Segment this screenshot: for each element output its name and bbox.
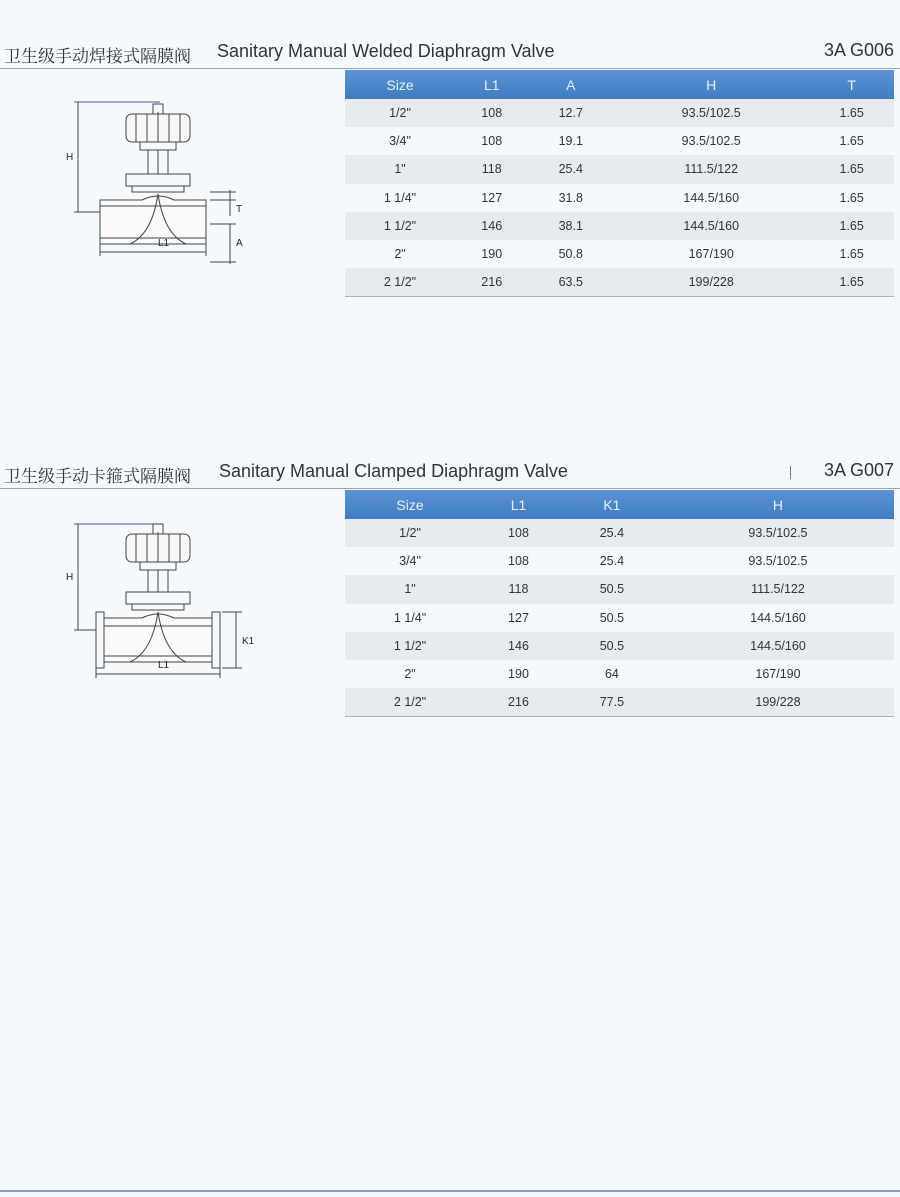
col-header-size: Size <box>345 70 455 99</box>
cell-size: 1 1/2" <box>345 632 475 660</box>
cell-t: 1.65 <box>809 268 894 297</box>
section-title-bar <box>0 456 900 489</box>
cell-size: 1" <box>345 155 455 183</box>
cell-l1: 127 <box>455 184 528 212</box>
table-row <box>345 660 894 688</box>
cell-size: 1 1/2" <box>345 212 455 240</box>
cell-size: 2 1/2" <box>345 688 475 717</box>
table-row <box>345 575 894 603</box>
cell-a: 25.4 <box>528 155 613 183</box>
dim-label-l1: L1 <box>158 660 170 671</box>
cell-size: 2" <box>345 660 475 688</box>
cell-h: 167/190 <box>613 240 809 268</box>
cell-k1: 25.4 <box>562 547 662 575</box>
dim-label-h: H <box>66 152 74 163</box>
footer-divider <box>0 1190 900 1192</box>
col-header-k1: K1 <box>562 490 662 519</box>
col-header-size: Size <box>345 490 475 519</box>
cell-k1: 50.5 <box>562 575 662 603</box>
cell-l1: 190 <box>455 240 528 268</box>
col-header-h: H <box>662 490 894 519</box>
cell-l1: 108 <box>475 547 562 575</box>
cell-a: 50.8 <box>528 240 613 268</box>
cell-size: 1/2" <box>345 99 455 127</box>
cell-size: 1" <box>345 575 475 603</box>
cell-h: 93.5/102.5 <box>662 547 894 575</box>
cell-size: 3/4" <box>345 547 475 575</box>
cell-t: 1.65 <box>809 212 894 240</box>
cell-l1: 190 <box>475 660 562 688</box>
cell-size: 1 1/4" <box>345 184 455 212</box>
table-row <box>345 688 894 717</box>
table-row <box>345 240 894 268</box>
cell-a: 12.7 <box>528 99 613 127</box>
cell-a: 19.1 <box>528 127 613 155</box>
cell-t: 1.65 <box>809 240 894 268</box>
cell-h: 144.5/160 <box>613 184 809 212</box>
table-row <box>345 547 894 575</box>
cell-h: 167/190 <box>662 660 894 688</box>
cell-size: 1/2" <box>345 519 475 547</box>
cell-h: 93.5/102.5 <box>613 127 809 155</box>
cell-size: 2" <box>345 240 455 268</box>
table-row <box>345 212 894 240</box>
product-code: 3A G007 <box>823 460 894 480</box>
cell-k1: 64 <box>562 660 662 688</box>
cell-a: 38.1 <box>528 212 613 240</box>
cell-t: 1.65 <box>809 99 894 127</box>
cell-l1: 118 <box>475 575 562 603</box>
title-chinese: 卫生级手动卡箍式隔膜阀 <box>4 467 191 486</box>
cell-k1: 50.5 <box>562 632 662 660</box>
cell-k1: 50.5 <box>562 604 662 632</box>
title-chinese: 卫生级手动焊接式隔膜阀 <box>4 47 191 66</box>
cell-h: 93.5/102.5 <box>613 99 809 127</box>
cell-h: 111.5/122 <box>662 575 894 603</box>
cell-h: 144.5/160 <box>613 212 809 240</box>
cell-l1: 108 <box>455 127 528 155</box>
cell-t: 1.65 <box>809 155 894 183</box>
welded-valve-drawing <box>60 94 260 264</box>
cell-l1: 146 <box>455 212 528 240</box>
code-divider <box>790 466 791 479</box>
cell-l1: 118 <box>455 155 528 183</box>
cell-t: 1.65 <box>809 127 894 155</box>
cell-h: 111.5/122 <box>613 155 809 183</box>
col-header-h: H <box>613 70 809 99</box>
welded-spec-table <box>345 70 894 297</box>
cell-h: 199/228 <box>613 268 809 297</box>
table-row <box>345 268 894 297</box>
dim-label-k1: K1 <box>242 636 255 647</box>
col-header-t: T <box>809 70 894 99</box>
cell-size: 1 1/4" <box>345 604 475 632</box>
cell-h: 144.5/160 <box>662 632 894 660</box>
cell-size: 2 1/2" <box>345 268 455 297</box>
dim-label-a: A <box>236 238 243 249</box>
clamped-valve-drawing <box>60 514 260 684</box>
cell-l1: 108 <box>455 99 528 127</box>
cell-l1: 216 <box>455 268 528 297</box>
clamped-valve-section <box>0 456 900 710</box>
clamped-spec-table <box>345 490 894 717</box>
cell-l1: 127 <box>475 604 562 632</box>
dim-label-h: H <box>66 572 74 583</box>
table-row <box>345 184 894 212</box>
cell-size: 3/4" <box>345 127 455 155</box>
section-title-bar <box>0 36 900 69</box>
table-row <box>345 632 894 660</box>
cell-k1: 25.4 <box>562 519 662 547</box>
welded-valve-section <box>0 36 900 290</box>
product-code: 3A G006 <box>823 40 894 60</box>
table-row <box>345 519 894 547</box>
table-header-row <box>345 490 894 519</box>
table-row <box>345 155 894 183</box>
table-row <box>345 99 894 127</box>
col-header-l1: L1 <box>455 70 528 99</box>
cell-a: 31.8 <box>528 184 613 212</box>
title-english: Sanitary Manual Welded Diaphragm Valve <box>217 41 555 61</box>
table-row <box>345 127 894 155</box>
cell-k1: 77.5 <box>562 688 662 717</box>
cell-h: 93.5/102.5 <box>662 519 894 547</box>
table-header-row <box>345 70 894 99</box>
cell-t: 1.65 <box>809 184 894 212</box>
table-row <box>345 604 894 632</box>
cell-l1: 146 <box>475 632 562 660</box>
cell-a: 63.5 <box>528 268 613 297</box>
cell-l1: 108 <box>475 519 562 547</box>
col-header-a: A <box>528 70 613 99</box>
title-english: Sanitary Manual Clamped Diaphragm Valve <box>219 461 568 481</box>
dim-label-l1: L1 <box>158 238 170 249</box>
col-header-l1: L1 <box>475 490 562 519</box>
cell-l1: 216 <box>475 688 562 717</box>
cell-h: 199/228 <box>662 688 894 717</box>
cell-h: 144.5/160 <box>662 604 894 632</box>
dim-label-t: T <box>236 204 243 215</box>
